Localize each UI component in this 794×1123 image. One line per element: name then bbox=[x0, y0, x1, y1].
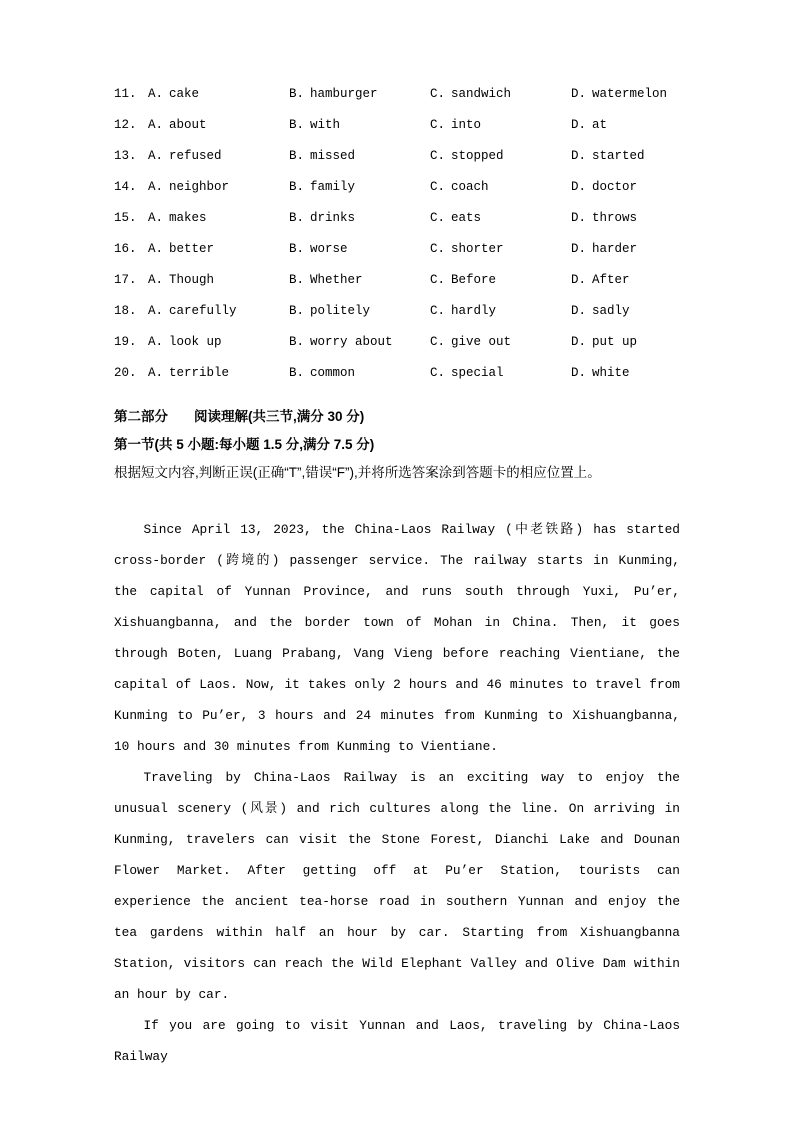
option-b[interactable] bbox=[289, 181, 430, 194]
question-number: 17. bbox=[114, 273, 137, 287]
option-text: coach bbox=[451, 180, 489, 194]
table-row bbox=[114, 181, 680, 212]
option-label: A. bbox=[148, 335, 164, 349]
option-b[interactable] bbox=[289, 305, 430, 318]
option-text: hamburger bbox=[310, 87, 378, 101]
option-label: A. bbox=[148, 87, 164, 101]
option-text: eats bbox=[451, 211, 482, 225]
question-number: 19. bbox=[114, 335, 137, 349]
option-text: look up bbox=[169, 335, 222, 349]
option-text: stopped bbox=[451, 149, 504, 163]
option-b[interactable] bbox=[289, 367, 430, 380]
option-label: B. bbox=[289, 304, 305, 318]
option-c[interactable] bbox=[430, 150, 571, 163]
option-c[interactable] bbox=[430, 88, 571, 101]
table-row bbox=[114, 212, 680, 243]
option-a[interactable] bbox=[148, 274, 289, 287]
option-label: A. bbox=[148, 242, 164, 256]
option-a[interactable] bbox=[148, 243, 289, 256]
option-text: started bbox=[592, 149, 645, 163]
option-text: Whether bbox=[310, 273, 363, 287]
option-text: politely bbox=[310, 304, 371, 318]
option-d[interactable] bbox=[571, 336, 712, 349]
question-number: 16. bbox=[114, 242, 137, 256]
option-label: D. bbox=[571, 211, 587, 225]
option-label: B. bbox=[289, 180, 305, 194]
option-text: shorter bbox=[451, 242, 504, 256]
option-c[interactable] bbox=[430, 336, 571, 349]
option-text: carefully bbox=[169, 304, 237, 318]
option-d[interactable] bbox=[571, 119, 712, 132]
option-b[interactable] bbox=[289, 243, 430, 256]
option-label: B. bbox=[289, 211, 305, 225]
option-text: at bbox=[592, 118, 608, 132]
option-label: B. bbox=[289, 273, 305, 287]
option-label: D. bbox=[571, 242, 587, 256]
option-text: hardly bbox=[451, 304, 497, 318]
part-heading bbox=[114, 404, 680, 430]
option-d[interactable] bbox=[571, 150, 712, 163]
option-label: C. bbox=[430, 304, 446, 318]
option-label: B. bbox=[289, 242, 305, 256]
option-text: throws bbox=[592, 211, 638, 225]
option-text: After bbox=[592, 273, 630, 287]
option-text: family bbox=[310, 180, 356, 194]
option-text: special bbox=[451, 366, 504, 380]
option-d[interactable] bbox=[571, 274, 712, 287]
option-label: C. bbox=[430, 118, 446, 132]
question-number: 11. bbox=[114, 87, 137, 101]
option-a[interactable] bbox=[148, 305, 289, 318]
option-a[interactable] bbox=[148, 181, 289, 194]
option-text: neighbor bbox=[169, 180, 230, 194]
question-number: 13. bbox=[114, 149, 137, 163]
option-label: A. bbox=[148, 211, 164, 225]
table-row bbox=[114, 150, 680, 181]
option-text: Before bbox=[451, 273, 497, 287]
option-label: A. bbox=[148, 149, 164, 163]
option-text: refused bbox=[169, 149, 222, 163]
option-label: C. bbox=[430, 180, 446, 194]
option-text: worry about bbox=[310, 335, 393, 349]
option-label: D. bbox=[571, 304, 587, 318]
option-d[interactable] bbox=[571, 212, 712, 225]
table-row bbox=[114, 88, 680, 119]
option-label: A. bbox=[148, 366, 164, 380]
option-text: white bbox=[592, 366, 630, 380]
option-b[interactable] bbox=[289, 150, 430, 163]
option-b[interactable] bbox=[289, 88, 430, 101]
option-label: C. bbox=[430, 273, 446, 287]
section-instruction: 根据短文内容,判断正误(正确“T”,错误“F”),并将所选答案涂到答题卡的相应位置上。 bbox=[114, 465, 601, 480]
option-a[interactable] bbox=[148, 150, 289, 163]
option-text: doctor bbox=[592, 180, 638, 194]
option-label: D. bbox=[571, 118, 587, 132]
option-text: missed bbox=[310, 149, 356, 163]
question-number: 18. bbox=[114, 304, 137, 318]
option-d[interactable] bbox=[571, 243, 712, 256]
table-row bbox=[114, 336, 680, 367]
option-label: B. bbox=[289, 366, 305, 380]
option-label: C. bbox=[430, 366, 446, 380]
passage-paragraph: If you are going to visit Yunnan and Laos, traveling by China-Laos Railway bbox=[114, 1018, 680, 1064]
option-text: terrible bbox=[169, 366, 230, 380]
option-label: C. bbox=[430, 335, 446, 349]
question-number: 15. bbox=[114, 211, 137, 225]
option-text: common bbox=[310, 366, 356, 380]
option-d[interactable] bbox=[571, 305, 712, 318]
table-row bbox=[114, 119, 680, 150]
option-text: sadly bbox=[592, 304, 630, 318]
option-d[interactable] bbox=[571, 367, 712, 380]
option-a[interactable] bbox=[148, 119, 289, 132]
option-c[interactable] bbox=[430, 305, 571, 318]
option-label: B. bbox=[289, 87, 305, 101]
option-label: D. bbox=[571, 366, 587, 380]
passage-paragraph: Since April 13, 2023, the China-Laos Railway (中老铁路) has started cross-border (跨境的) passenger service. The railway starts in Kunming, the capital of Yunnan Province, and runs south through Yuxi, Pu’er, Xishuangbanna, and the border town of Mohan in China. Then, it goes through Boten, Luang Prabang, Vang Vieng before reaching Vientiane, the capital of Laos. Now, it takes only 2 hours and 46 minutes to travel from Kunming to Pu’er, 3 hours and 24 minutes from Kunming to Xishuangbanna, 10 hours and 30 minutes from Kunming to Vientiane. bbox=[114, 522, 680, 754]
option-d[interactable] bbox=[571, 88, 712, 101]
passage-paragraph: Traveling by China-Laos Railway is an exciting way to enjoy the unusual scenery (风景) and rich cultures along the line. On arriving in Kunming, travelers can visit the Stone Forest, Dianchi Lake and Dounan Flower Market. After getting off at Pu’er Station, tourists can experience the ancient tea-horse road in southern Yunnan and enjoy the tea gardens within half an hour by car. Starting from Xishuangbanna Station, visitors can reach the Wild Elephant Valley and Olive Dam within an hour by car. bbox=[114, 770, 680, 1002]
option-c[interactable] bbox=[430, 367, 571, 380]
option-label: A. bbox=[148, 180, 164, 194]
option-c[interactable] bbox=[430, 274, 571, 287]
option-text: sandwich bbox=[451, 87, 512, 101]
question-number: 14. bbox=[114, 180, 137, 194]
option-b[interactable] bbox=[289, 336, 430, 349]
option-text: with bbox=[310, 118, 341, 132]
option-text: into bbox=[451, 118, 482, 132]
option-label: D. bbox=[571, 273, 587, 287]
part-title: 阅读理解(共三节,满分 30 分) bbox=[194, 409, 365, 424]
option-label: D. bbox=[571, 180, 587, 194]
option-text: about bbox=[169, 118, 207, 132]
option-b[interactable] bbox=[289, 119, 430, 132]
option-a[interactable] bbox=[148, 212, 289, 225]
option-text: worse bbox=[310, 242, 348, 256]
option-text: watermelon bbox=[592, 87, 668, 101]
option-label: B. bbox=[289, 335, 305, 349]
option-label: D. bbox=[571, 149, 587, 163]
option-text: makes bbox=[169, 211, 207, 225]
table-row bbox=[114, 305, 680, 336]
option-a[interactable] bbox=[148, 336, 289, 349]
option-text: cake bbox=[169, 87, 200, 101]
option-text: put up bbox=[592, 335, 638, 349]
option-a[interactable] bbox=[148, 367, 289, 380]
option-c[interactable] bbox=[430, 181, 571, 194]
table-row bbox=[114, 367, 680, 398]
option-b[interactable] bbox=[289, 274, 430, 287]
option-b[interactable] bbox=[289, 212, 430, 225]
option-label: A. bbox=[148, 273, 164, 287]
question-number: 20. bbox=[114, 366, 137, 380]
cloze-options-list bbox=[114, 88, 680, 398]
option-label: C. bbox=[430, 242, 446, 256]
option-text: Though bbox=[169, 273, 215, 287]
option-label: C. bbox=[430, 211, 446, 225]
subsection-heading: 第一节(共 5 小题:每小题 1.5 分,满分 7.5 分) bbox=[114, 437, 375, 452]
part-label: 第二部分 bbox=[114, 409, 168, 424]
reading-passage bbox=[114, 514, 680, 1072]
question-number: 12. bbox=[114, 118, 137, 132]
option-c[interactable] bbox=[430, 119, 571, 132]
table-row bbox=[114, 274, 680, 305]
option-text: drinks bbox=[310, 211, 356, 225]
option-label: A. bbox=[148, 118, 164, 132]
option-a[interactable] bbox=[148, 88, 289, 101]
option-d[interactable] bbox=[571, 181, 712, 194]
option-label: B. bbox=[289, 149, 305, 163]
option-label: B. bbox=[289, 118, 305, 132]
option-c[interactable] bbox=[430, 243, 571, 256]
option-label: C. bbox=[430, 87, 446, 101]
option-label: A. bbox=[148, 304, 164, 318]
option-c[interactable] bbox=[430, 212, 571, 225]
table-row bbox=[114, 243, 680, 274]
option-text: harder bbox=[592, 242, 638, 256]
option-text: better bbox=[169, 242, 215, 256]
option-label: D. bbox=[571, 87, 587, 101]
option-text: give out bbox=[451, 335, 512, 349]
option-label: D. bbox=[571, 335, 587, 349]
option-label: C. bbox=[430, 149, 446, 163]
